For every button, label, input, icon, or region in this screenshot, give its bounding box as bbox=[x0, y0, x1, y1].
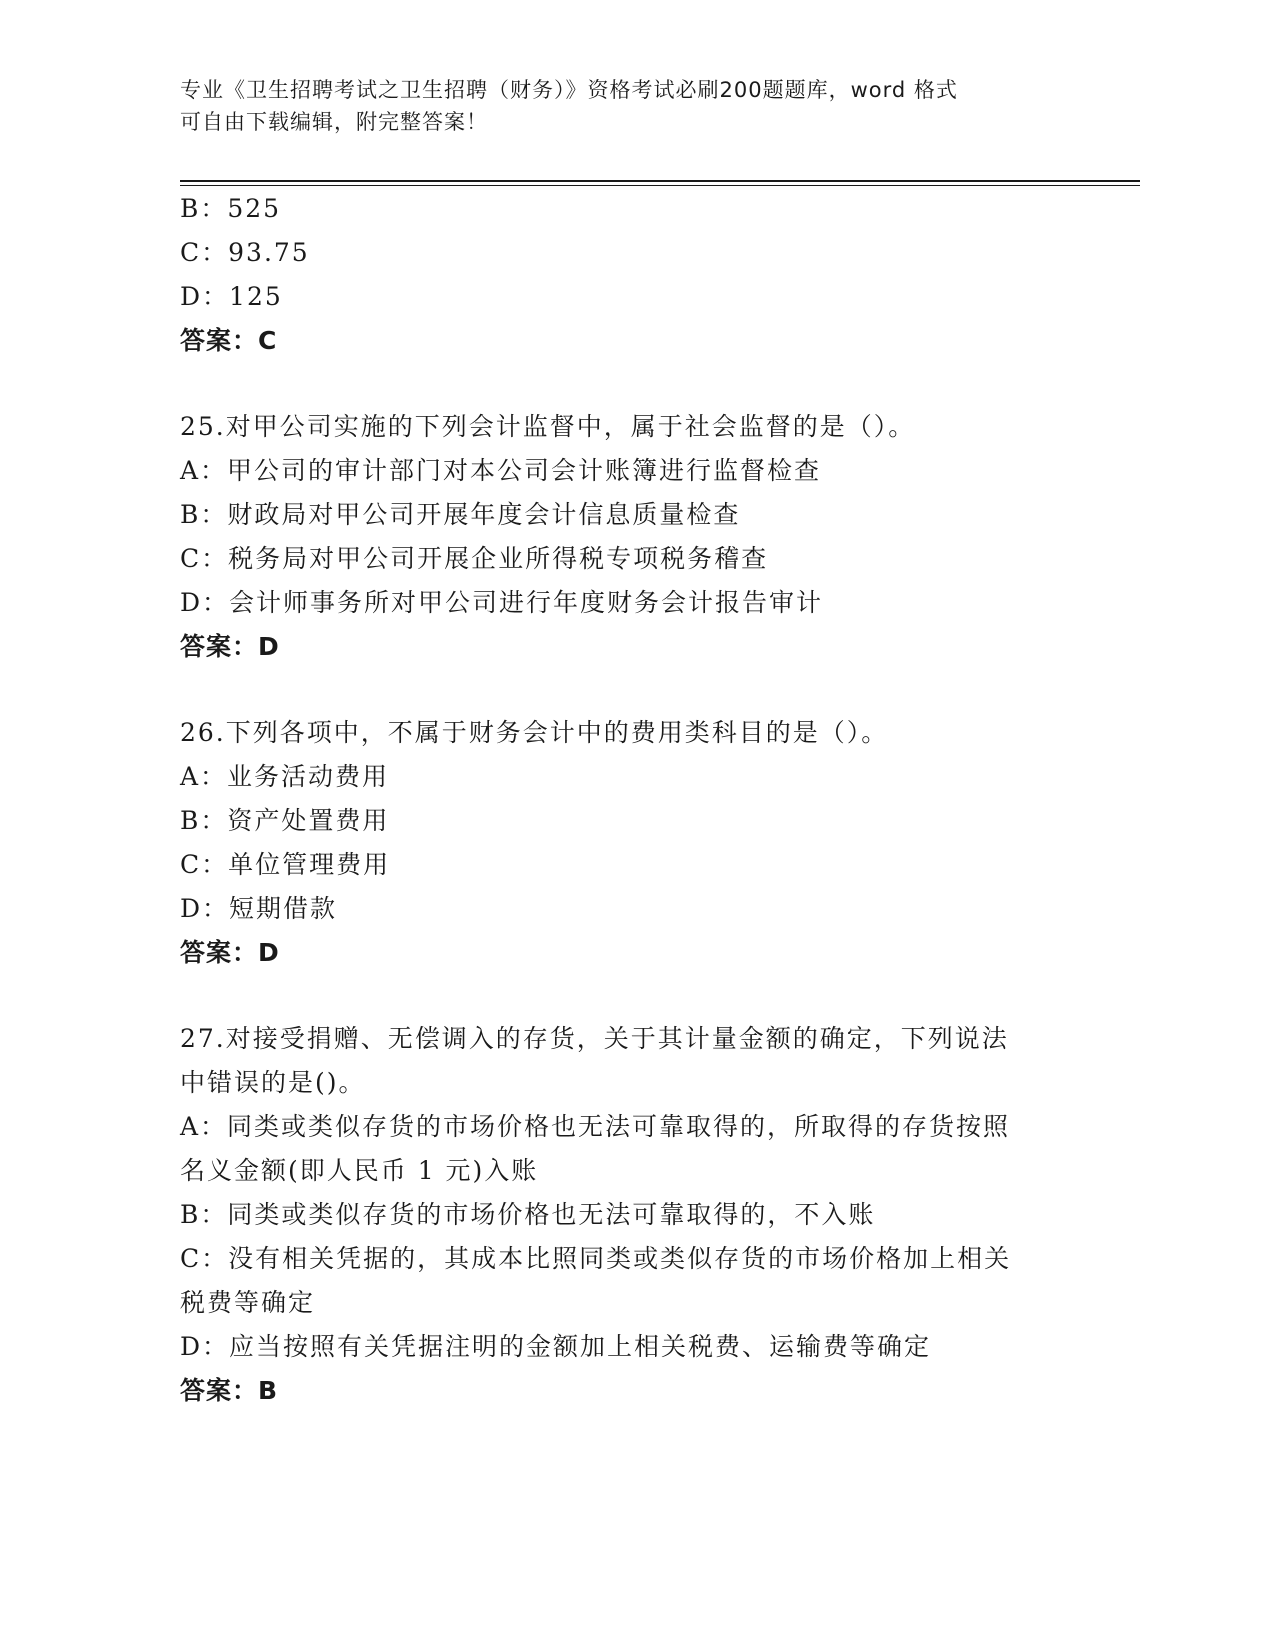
question-26 bbox=[180, 711, 1060, 975]
question-27 bbox=[180, 1017, 1060, 1413]
option-c-line-1: C：没有相关凭据的，其成本比照同类或类似存货的市场价格加上相关 bbox=[180, 1244, 1012, 1273]
spacer bbox=[180, 975, 1060, 1017]
question-stem: 25.对甲公司实施的下列会计监督中，属于社会监督的是（）。 bbox=[180, 412, 916, 441]
answer-label: 答案：C bbox=[180, 326, 278, 355]
spacer bbox=[180, 363, 1060, 405]
option-c-line-2: 税费等确定 bbox=[180, 1288, 316, 1317]
question-24-continued bbox=[180, 187, 1060, 363]
spacer bbox=[180, 669, 1060, 711]
question-list bbox=[180, 187, 1060, 1413]
answer-label: 答案：B bbox=[180, 1376, 279, 1405]
option-c: C：93.75 bbox=[180, 238, 310, 267]
option-d: D：125 bbox=[180, 282, 283, 311]
answer-label: 答案：D bbox=[180, 632, 280, 661]
question-stem: 26.下列各项中，不属于财务会计中的费用类科目的是（）。 bbox=[180, 718, 889, 747]
question-stem-line-2: 中错误的是()。 bbox=[180, 1068, 366, 1097]
option-c: C：税务局对甲公司开展企业所得税专项税务稽查 bbox=[180, 544, 769, 573]
option-b: B：资产处置费用 bbox=[180, 806, 390, 835]
option-b: B：财政局对甲公司开展年度会计信息质量检查 bbox=[180, 500, 741, 529]
document-header bbox=[180, 74, 1040, 138]
header-divider-thick bbox=[180, 180, 1140, 182]
answer-label: 答案：D bbox=[180, 938, 280, 967]
option-a: A：业务活动费用 bbox=[180, 762, 390, 791]
question-25 bbox=[180, 405, 1060, 669]
option-b: B：525 bbox=[180, 194, 282, 223]
option-b: B：同类或类似存货的市场价格也无法可靠取得的，不入账 bbox=[180, 1200, 876, 1229]
option-a: A：甲公司的审计部门对本公司会计账簿进行监督检查 bbox=[180, 456, 822, 485]
option-d: D：短期借款 bbox=[180, 894, 338, 923]
header-title-line-1: 专业《卫生招聘考试之卫生招聘（财务）》资格考试必刷200题题库，word 格式 bbox=[180, 78, 958, 102]
header-title-line-2: 可自由下载编辑，附完整答案！ bbox=[180, 110, 488, 134]
option-a-line-2: 名义金额(即人民币 1 元)入账 bbox=[180, 1156, 539, 1185]
option-d: D：会计师事务所对甲公司进行年度财务会计报告审计 bbox=[180, 588, 824, 617]
header-divider-thin bbox=[180, 185, 1140, 186]
option-a-line-1: A：同类或类似存货的市场价格也无法可靠取得的，所取得的存货按照 bbox=[180, 1112, 1011, 1141]
option-c: C：单位管理费用 bbox=[180, 850, 391, 879]
question-stem-line-1: 27.对接受捐赠、无偿调入的存货，关于其计量金额的确定，下列说法 bbox=[180, 1024, 1009, 1053]
option-d: D：应当按照有关凭据注明的金额加上相关税费、运输费等确定 bbox=[180, 1332, 932, 1361]
